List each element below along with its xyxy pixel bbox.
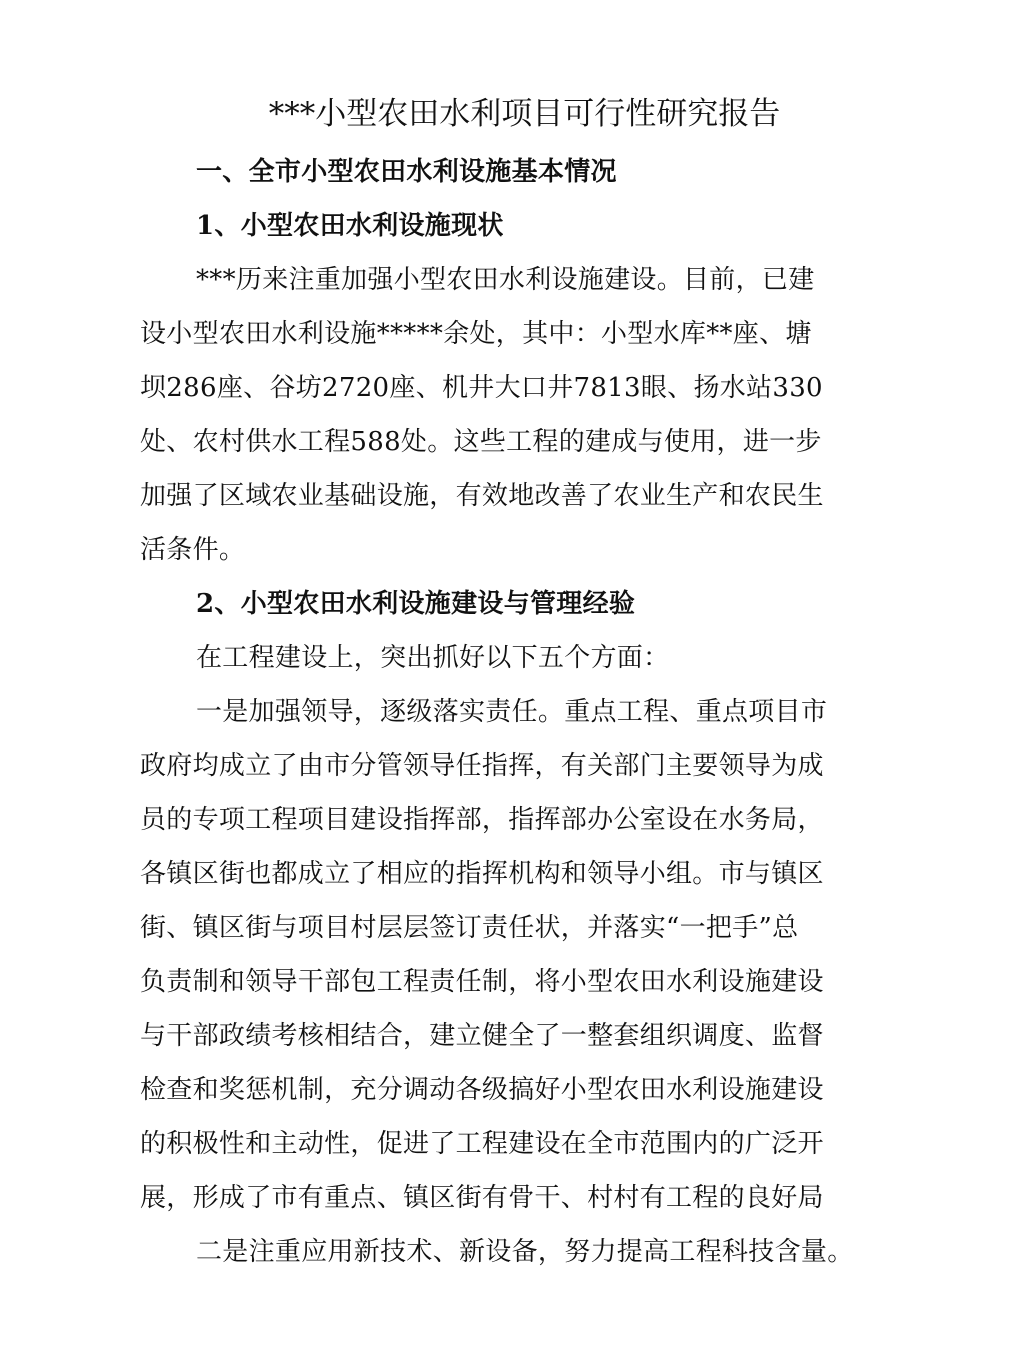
paragraph-line: 政府均成立了由市分管领导任指挥，有关部门主要领导为成 [140, 751, 824, 781]
paragraph-line: 与干部政绩考核相结合，建立健全了一整套组织调度、监督 [140, 1021, 824, 1051]
paragraph-line: 一是加强领导，逐级落实责任。重点工程、重点项目市 [196, 697, 828, 727]
paragraph-line: 员的专项工程项目建设指挥部，指挥部办公室设在水务局， [140, 805, 824, 835]
paragraph-line: 加强了区域农业基础设施，有效地改善了农业生产和农民生 [140, 481, 824, 511]
paragraph-line: 街、镇区街与项目村层层签订责任状，并落实“一把手”总 [140, 913, 799, 943]
paragraph-line: 二是注重应用新技术、新设备，努力提高工程科技含量。 [196, 1237, 854, 1267]
subsection-heading-1: 1、小型农田水利设施现状 [196, 211, 504, 241]
paragraph-line: 活条件。 [140, 535, 246, 565]
paragraph-line: 的积极性和主动性，促进了工程建设在全市范围内的广泛开 [140, 1129, 824, 1159]
subsection-heading-2: 2、小型农田水利设施建设与管理经验 [196, 589, 636, 619]
paragraph-line: 设小型农田水利设施*****余处，其中：小型水库**座、塘 [140, 319, 812, 349]
paragraph-line: 展，形成了市有重点、镇区街有骨干、村村有工程的良好局 [140, 1183, 824, 1213]
paragraph-line: 坝286座、谷坊2720座、机井大口井7813眼、扬水站330 [140, 373, 823, 403]
paragraph-line: 各镇区街也都成立了相应的指挥机构和领导小组。市与镇区 [140, 859, 824, 889]
paragraph-line: 检查和奖惩机制，充分调动各级搞好小型农田水利设施建设 [140, 1075, 824, 1105]
paragraph-line: 负责制和领导干部包工程责任制，将小型农田水利设施建设 [140, 967, 824, 997]
paragraph-line: 在工程建设上，突出抓好以下五个方面： [196, 643, 670, 673]
paragraph-line: 处、农村供水工程588处。这些工程的建成与使用，进一步 [140, 427, 822, 457]
section-heading-1: 一、全市小型农田水利设施基本情况 [196, 157, 617, 187]
document-title: ***小型农田水利项目可行性研究报告 [268, 96, 781, 132]
paragraph-line: ***历来注重加强小型农田水利设施建设。目前，已建 [196, 265, 815, 295]
